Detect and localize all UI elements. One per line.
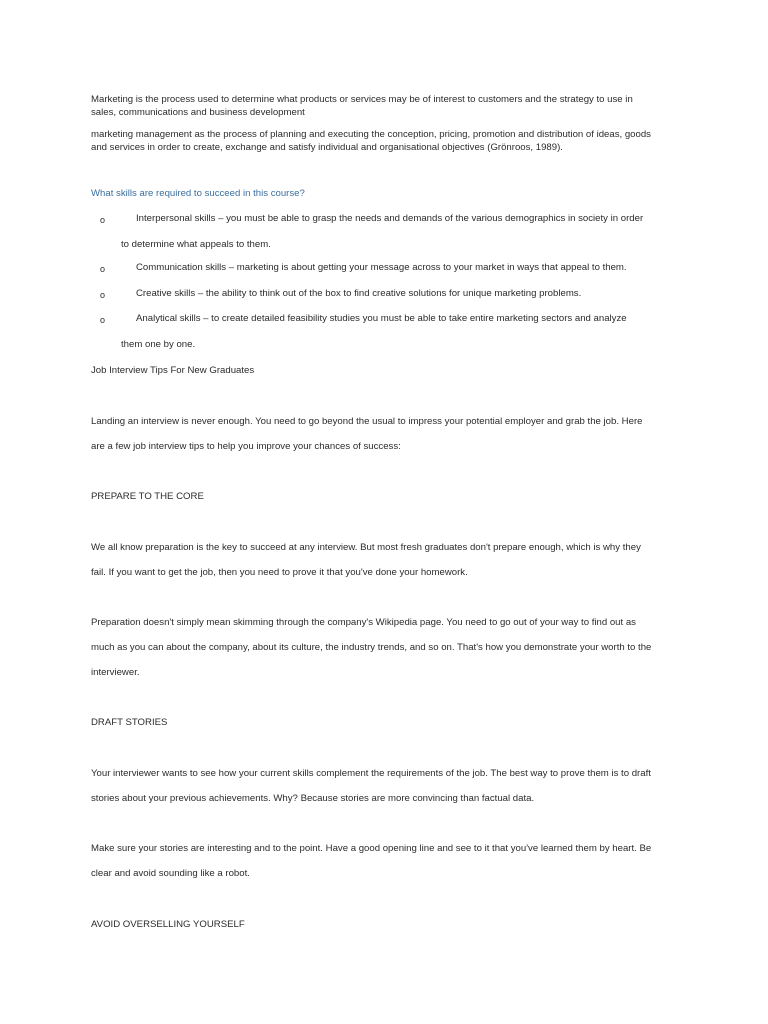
section-heading-avoid-overselling: AVOID OVERSELLING YOURSELF (91, 919, 245, 930)
intro-paragraph-1-line-2: sales, communications and business development (91, 107, 305, 118)
interview-intro-line-2: are a few job interview tips to help you improve your chances of success: (91, 441, 401, 452)
section-heading-draft-stories: DRAFT STORIES (91, 717, 168, 728)
intro-paragraph-2-line-2: and services in order to create, exchange and satisfy individual and organisational objectives (Grönroos, 1989). (91, 142, 563, 153)
prepare-paragraph-2-line-2: much as you can about the company, about its culture, the industry trends, and so on. That's how you demonstrate your worth to the (91, 642, 652, 653)
draft-paragraph-1-line-1: Your interviewer wants to see how your current skills complement the requirements of the job. The best way to prove them is to draft (91, 768, 651, 779)
skill-item-interpersonal-cont: to determine what appeals to them. (121, 239, 271, 250)
draft-paragraph-2-line-2: clear and avoid sounding like a robot. (91, 868, 250, 879)
draft-paragraph-2-line-1: Make sure your stories are interesting and to the point. Have a good opening line and see to it that you've learned them by heart. Be (91, 843, 652, 854)
skill-item-interpersonal: Interpersonal skills – you must be able to grasp the needs and demands of the various demographics in society in order (136, 213, 644, 224)
intro-paragraph-1-line-1: Marketing is the process used to determine what products or services may be of interest to customers and the strategy to use in (91, 94, 633, 105)
skill-item-analytical-cont: them one by one. (121, 339, 196, 350)
bullet-icon: o (100, 290, 106, 300)
bullet-icon: o (100, 215, 106, 225)
skill-item-communication: Communication skills – marketing is about getting your message across to your market in ways that appeal to them. (136, 262, 627, 273)
draft-paragraph-1-line-2: stories about your previous achievements. Why? Because stories are more convincing than factual data. (91, 793, 535, 804)
prepare-paragraph-1-line-2: fail. If you want to get the job, then you need to prove it that you've done your homework. (91, 567, 468, 578)
interview-intro-line-1: Landing an interview is never enough. You need to go beyond the usual to impress your potential employer and grab the job. Here (91, 416, 643, 427)
skill-item-analytical: Analytical skills – to create detailed feasibility studies you must be able to take entire marketing sectors and analyze (136, 313, 627, 324)
section-heading-prepare: PREPARE TO THE CORE (91, 491, 204, 502)
prepare-paragraph-1-line-1: We all know preparation is the key to succeed at any interview. But most fresh graduates don't prepare enough, which is why they (91, 542, 641, 553)
prepare-paragraph-2-line-1: Preparation doesn't simply mean skimming through the company's Wikipedia page. You need to go out of your way to find out as (91, 617, 636, 628)
skills-heading: What skills are required to succeed in this course? (91, 188, 305, 199)
bullet-icon: o (100, 315, 106, 325)
interview-title: Job Interview Tips For New Graduates (91, 365, 255, 376)
intro-paragraph-2-line-1: marketing management as the process of planning and executing the conception, pricing, promotion and distribution of ideas, goods (91, 129, 651, 140)
prepare-paragraph-2-line-3: interviewer. (91, 667, 140, 678)
bullet-icon: o (100, 264, 106, 274)
skill-item-creative: Creative skills – the ability to think out of the box to find creative solutions for unique marketing problems. (136, 288, 582, 299)
